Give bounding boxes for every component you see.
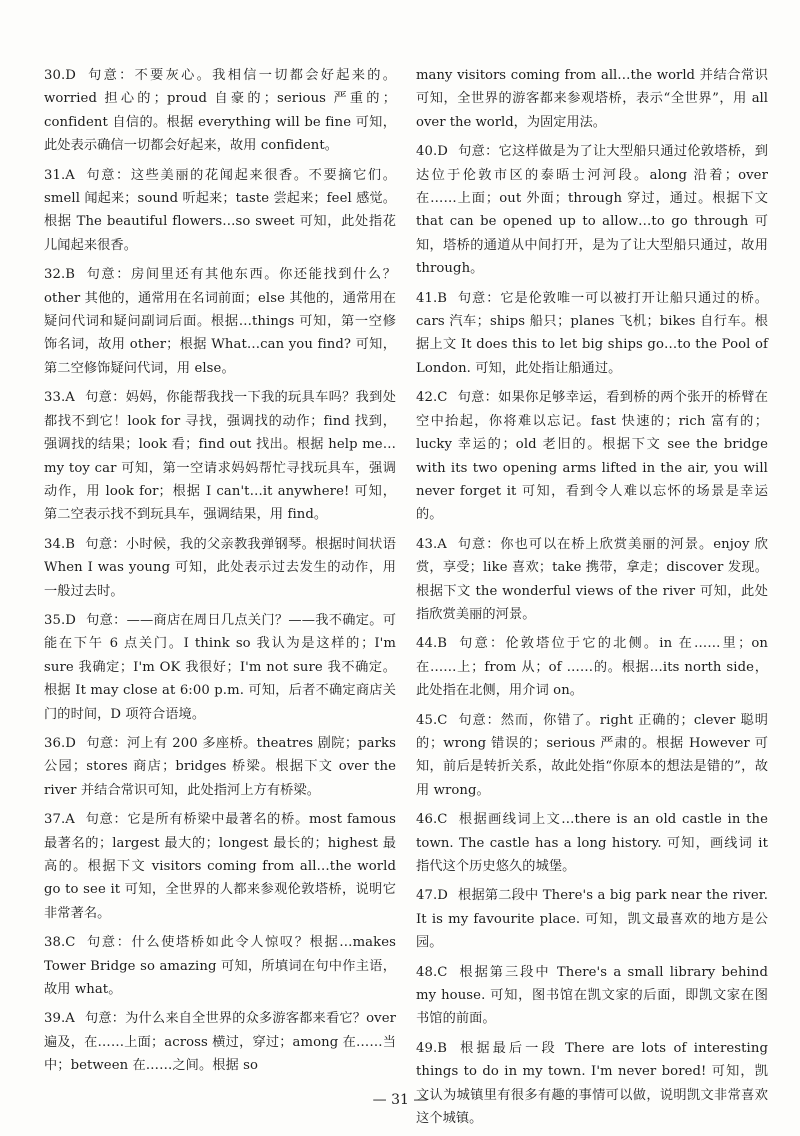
answer-item: 49.B 根据最后一段 There are lots of interesting things to do in my town. I'm never bored! 可知，凯文认为城镇里有很多有趣的事情可以做，说明凯文非常喜欢这个城镇。: [416, 1040, 768, 1127]
answer-item: 32.B 句意：房间里还有其他东西。你还能找到什么？other 其他的，通常用在名词前面；else 其他的，通常用在疑问代词和疑问副词后面。根据…things 可知，第一空修饰名词，故用 other；根据 What…can you find? 可知，第二空修饰疑问代词，用 else。: [44, 267, 396, 376]
answer-item: 39.A 句意：为什么来自全世界的众多游客都来看它？over 遍及，在……上面；across 横过，穿过；among 在……当中；between 在……之间。根据 so: [44, 1011, 396, 1074]
answer-item: 44.B 句意：伦敦塔位于它的北侧。in 在……里；on 在……上；from 从；of ……的。根据…its north side，此处指在北侧，用介词 on。: [416, 636, 768, 699]
page-number: — 31 —: [372, 1092, 428, 1108]
answer-item: 33.A 句意：妈妈，你能帮我找一下我的玩具车吗？我到处都找不到它！look for 寻找，强调找的动作；find 找到，强调找的结果；look 看；find out 找出。根据 help me…my toy car 可知，第一空请求妈妈帮忙寻找玩具车，强调动作，用 look for；根据 I can't…it anywhere! 可知，第二空表示找不到玩具车，强调结果，用 find。: [44, 390, 396, 523]
answer-item: 41.B 句意：它是伦敦唯一可以被打开让船只通过的桥。cars 汽车；ships 船只；planes 飞机；bikes 自行车。根据上文 It does this to let big ships go…to the Pool of London. 可知，此处指让船通过。: [416, 290, 768, 376]
answer-item: 30.D 句意：不要灰心。我相信一切都会好起来的。worried 担心的；proud 自豪的；serious 严重的；confident 自信的。根据 everything will be fine 可知，此处表示确信一切都会好起来，故用 confident。: [44, 68, 396, 154]
answer-item: 34.B 句意：小时候，我的父亲教我弹钢琴。根据时间状语 When I was young 可知，此处表示过去发生的动作，用一般过去时。: [44, 536, 396, 599]
answer-item: 45.C 句意：然而，你错了。right 正确的；clever 聪明的；wrong 错误的；serious 严肃的。根据 However 可知，前后是转折关系，故此处指“你原本的想法是错的”，故用 wrong。: [416, 712, 768, 798]
answer-item: 38.C 句意：什么使塔桥如此令人惊叹？根据…makes Tower Bridge so amazing 可知，所填词在句中作主语，故用 what。: [44, 935, 396, 998]
answer-item: 46.C 根据画线词上文…there is an old castle in the town. The castle has a long history. 可知，画线词 it 指代这个历史悠久的城堡。: [416, 812, 768, 874]
answer-item: 42.C 句意：如果你足够幸运，看到桥的两个张开的桥臂在空中抬起，你将难以忘记。fast 快速的；rich 富有的；lucky 幸运的；old 老旧的。根据下文 see the bridge with its two opening arms lifted in the air, you will never forget it 可知，看到令人难以忘怀的场景是幸运的。: [416, 390, 768, 523]
answer-item: 37.A 句意：它是所有桥梁中最著名的桥。most famous 最著名的；largest 最大的；longest 最长的；highest 最高的。根据下文 visitors coming from all…the world go to see it 可知，全世界的人都来参观伦敦塔桥，说明它非常著名。: [44, 812, 396, 921]
right-column: [416, 64, 768, 1136]
answer-item: 47.D 根据第二段中 There's a big park near the river. It is my favourite place. 可知，凯文最喜欢的地方是公园。: [416, 888, 768, 951]
answer-item: 31.A 句意：这些美丽的花闻起来很香。不要摘它们。smell 闻起来；sound 听起来；taste 尝起来；feel 感觉。根据 The beautiful flowers…so sweet 可知，此处指花儿闻起来很香。: [44, 167, 396, 253]
answer-item: 43.A 句意：你也可以在桥上欣赏美丽的河景。enjoy 欣赏，享受；like 喜欢；take 携带，拿走；discover 发现。根据下文 the wonderful views of the river 可知，此处指欣赏美丽的河景。: [416, 536, 768, 622]
answer-item: 35.D 句意：——商店在周日几点关门？——我不确定。可能在下午 6 点关门。I think so 我认为是这样的；I'm sure 我确定；I'm OK 我很好；I'm not sure 我不确定。根据 It may close at 6:00 p.m. 可知，后者不确定商店关门的时间，D 项符合语境。: [44, 612, 396, 722]
answer-item: 36.D 句意：河上有 200 多座桥。theatres 剧院；parks 公园；stores 商店；bridges 桥梁。根据下文 over the river 并结合常识可知，此处指河上方有桥梁。: [44, 735, 396, 798]
answer-item: 40.D 句意：它这样做是为了让大型船只通过伦敦塔桥，到达位于伦敦市区的泰晤士河河段。along 沿着；over 在……上面；out 外面；through 穿过，通过。根据下文 that can be opened up to allow…to go through 可知，塔桥的通道从中间打开，是为了让大型船只通过，故用 through。: [416, 144, 768, 277]
left-column: [44, 64, 396, 1084]
answer-item: 48.C 根据第三段中 There's a small library behind my house. 可知，图书馆在凯文家的后面，即凯文家在图书馆的前面。: [416, 964, 768, 1027]
continued-text: many visitors coming from all…the world 并结合常识可知，全世界的游客都来参观塔桥，表示“全世界”，用 all over the world，为固定用法。: [416, 68, 768, 130]
